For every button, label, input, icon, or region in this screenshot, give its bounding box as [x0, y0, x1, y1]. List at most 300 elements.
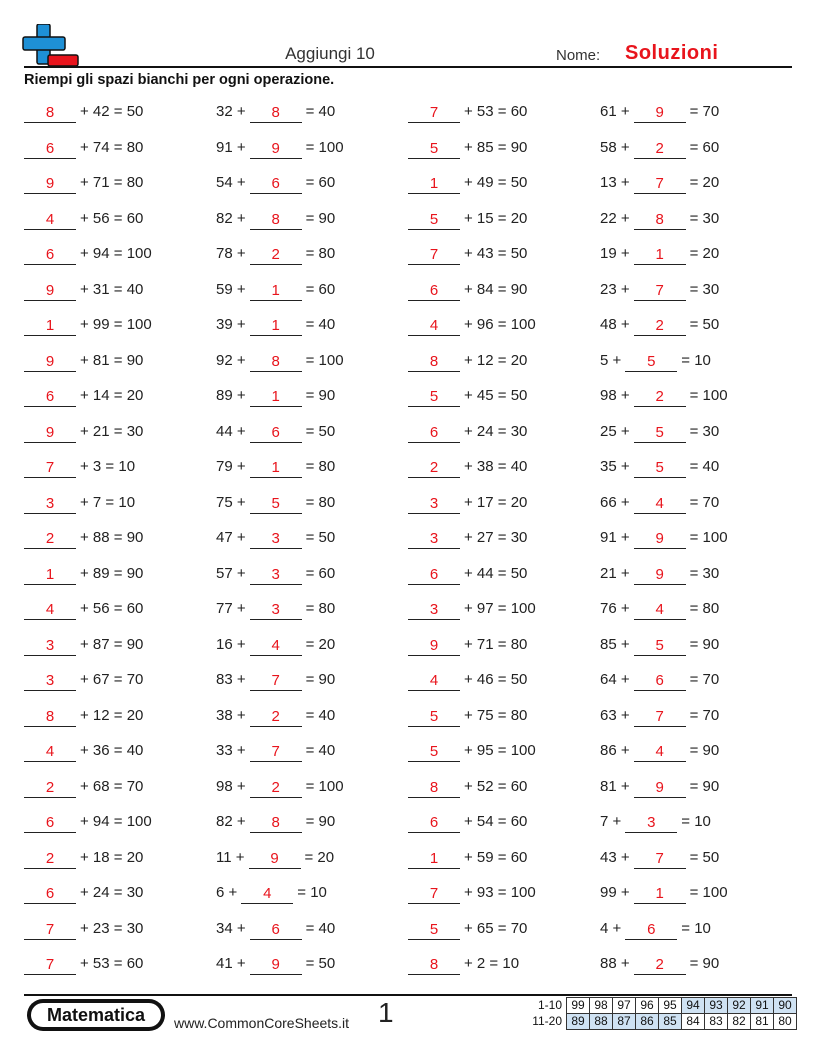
problem-equation: + 67 = 70: [80, 671, 144, 688]
score-key-cell: 84: [682, 1014, 705, 1030]
problem: [24, 137, 143, 159]
problem-addend: 99 +: [600, 884, 630, 901]
problem: [600, 208, 719, 230]
answer-blank[interactable]: 7: [24, 955, 76, 975]
problem-equation: = 40: [305, 742, 336, 759]
answer-blank[interactable]: 7: [634, 281, 686, 301]
answer-blank[interactable]: 3: [250, 565, 302, 585]
answer-blank[interactable]: 9: [634, 565, 686, 585]
problem-equation: = 40: [305, 919, 336, 937]
problem-addend: 4 +: [600, 919, 622, 937]
problem-equation: + 93 = 100: [464, 884, 536, 901]
problem-equation: + 31 = 40: [80, 280, 144, 298]
answer-blank[interactable]: 5: [408, 387, 460, 407]
problem-addend: 47 +: [216, 529, 246, 546]
problem-equation: = 90: [305, 387, 336, 404]
answer-blank[interactable]: 9: [634, 778, 686, 798]
answer-blank[interactable]: 6: [408, 565, 460, 585]
problem-row: [0, 201, 816, 237]
problem-addend: 83 +: [216, 671, 246, 688]
score-key-row: [528, 998, 797, 1014]
problem-addend: 54 +: [216, 174, 246, 191]
score-key-cell: 90: [774, 998, 797, 1014]
answer-blank[interactable]: 3: [250, 529, 302, 549]
answer-blank[interactable]: 1: [250, 316, 302, 336]
score-key-cell: 80: [774, 1014, 797, 1030]
answer-blank[interactable]: 6: [250, 423, 302, 443]
problem-equation: = 100: [689, 387, 728, 404]
problem-addend: 82 +: [216, 209, 246, 227]
problem-equation: + 43 = 50: [464, 245, 528, 262]
problem-row: [0, 414, 816, 450]
problem-equation: = 80: [305, 600, 336, 617]
answer-blank[interactable]: 8: [250, 813, 302, 833]
problem-addend: 98 +: [216, 777, 246, 795]
problem: [216, 527, 335, 549]
problem-equation: + 53 = 60: [80, 955, 144, 972]
answer-blank[interactable]: 1: [250, 387, 302, 407]
score-key-cell: 86: [636, 1014, 659, 1030]
problem-equation: = 60: [305, 280, 336, 298]
problem-addend: 57 +: [216, 564, 246, 582]
site-url: www.CommonCoreSheets.it: [174, 1015, 350, 1031]
score-key-cell: 85: [659, 1014, 682, 1030]
answer-blank[interactable]: 9: [408, 636, 460, 656]
problem-addend: 85 +: [600, 635, 630, 653]
problem-equation: = 90: [689, 742, 720, 759]
problem: [600, 953, 719, 975]
answer-blank[interactable]: 7: [634, 707, 686, 727]
answer-blank[interactable]: 3: [408, 600, 460, 620]
problem-equation: = 70: [689, 706, 720, 724]
problem-equation: = 40: [305, 316, 336, 333]
problem-equation: + 68 = 70: [80, 777, 144, 795]
problem: [24, 101, 143, 123]
problem-addend: 13 +: [600, 174, 630, 191]
answer-blank[interactable]: 7: [634, 849, 686, 869]
problem-equation: = 90: [689, 777, 720, 795]
problem: [408, 172, 527, 194]
answer-blank[interactable]: 6: [24, 245, 76, 265]
problem: [24, 740, 143, 762]
problem-addend: 91 +: [600, 529, 630, 546]
problem-addend: 11 +: [216, 848, 245, 866]
problem: [216, 776, 344, 798]
problem: [408, 385, 527, 407]
answer-blank[interactable]: 2: [24, 849, 76, 869]
problem: [216, 847, 334, 869]
answer-blank[interactable]: 3: [625, 813, 677, 833]
problems-grid: [0, 94, 816, 982]
problem-equation: = 10: [681, 351, 711, 369]
problem-row: [0, 236, 816, 272]
problem-equation: + 85 = 90: [464, 138, 528, 156]
answer-blank[interactable]: 1: [24, 565, 76, 585]
answer-blank[interactable]: 6: [24, 387, 76, 407]
problem-equation: = 70: [689, 103, 720, 120]
problem-row: [0, 911, 816, 947]
answer-blank[interactable]: 1: [408, 849, 460, 869]
answer-blank[interactable]: 7: [634, 174, 686, 194]
problem-equation: = 100: [305, 351, 344, 369]
problem-equation: + 36 = 40: [80, 742, 144, 759]
problem-equation: + 56 = 60: [80, 209, 144, 227]
answer-blank[interactable]: 2: [634, 139, 686, 159]
problem-equation: = 20: [689, 245, 720, 262]
problem-row: [0, 627, 816, 663]
problem: [408, 243, 527, 265]
answer-blank[interactable]: 5: [408, 139, 460, 159]
problem-addend: 61 +: [600, 103, 630, 120]
problem-row: [0, 130, 816, 166]
problem-equation: = 100: [689, 884, 728, 901]
problem: [600, 811, 711, 833]
problem: [216, 634, 335, 656]
problem-equation: = 70: [689, 671, 720, 688]
problem: [600, 669, 719, 691]
problem-equation: = 90: [689, 955, 720, 972]
problem-addend: 98 +: [600, 387, 630, 404]
answer-blank[interactable]: 3: [24, 636, 76, 656]
answer-blank[interactable]: 6: [24, 139, 76, 159]
problem-addend: 58 +: [600, 138, 630, 156]
problem-equation: + 2 = 10: [464, 955, 520, 972]
problem: [600, 314, 719, 336]
answer-blank[interactable]: 4: [408, 671, 460, 691]
answer-blank[interactable]: 7: [250, 742, 302, 762]
problem: [216, 314, 335, 336]
answer-blank[interactable]: 4: [24, 210, 76, 230]
answer-blank[interactable]: 3: [408, 494, 460, 514]
problem-equation: = 30: [689, 280, 720, 298]
answer-blank[interactable]: 4: [24, 742, 76, 762]
problem-equation: = 90: [305, 813, 336, 830]
answer-blank[interactable]: 5: [250, 494, 302, 514]
problem-row: [0, 272, 816, 308]
problem: [216, 492, 335, 514]
score-key-cell: 95: [659, 998, 682, 1014]
problem-addend: 76 +: [600, 600, 630, 617]
answer-blank[interactable]: 6: [24, 813, 76, 833]
answer-blank[interactable]: 5: [625, 352, 677, 372]
answer-blank[interactable]: 5: [408, 920, 460, 940]
problem-row: [0, 343, 816, 379]
problem-equation: = 50: [305, 955, 336, 972]
answer-blank[interactable]: 5: [634, 423, 686, 443]
answer-blank[interactable]: 1: [408, 174, 460, 194]
problem-equation: = 90: [305, 209, 336, 227]
problem: [408, 882, 536, 904]
answer-blank[interactable]: 8: [250, 352, 302, 372]
problem: [600, 882, 728, 904]
problem: [24, 811, 152, 833]
answer-blank[interactable]: 5: [408, 742, 460, 762]
answer-blank[interactable]: 8: [408, 352, 460, 372]
score-key-cell: 83: [705, 1014, 728, 1030]
problem-equation: + 71 = 80: [80, 174, 144, 191]
footer-divider: [24, 994, 792, 996]
problem-equation: + 14 = 20: [80, 387, 144, 404]
answer-blank[interactable]: 9: [24, 352, 76, 372]
answer-blank[interactable]: 6: [250, 174, 302, 194]
problem: [24, 705, 143, 727]
answer-blank[interactable]: 4: [634, 600, 686, 620]
answer-blank[interactable]: 2: [250, 707, 302, 727]
problem-addend: 92 +: [216, 351, 246, 369]
answer-blank[interactable]: 9: [634, 103, 686, 123]
answer-blank[interactable]: 9: [24, 423, 76, 443]
problem-addend: 48 +: [600, 316, 630, 333]
answer-blank[interactable]: 7: [24, 458, 76, 478]
problem: [600, 918, 711, 940]
answer-blank[interactable]: 6: [250, 920, 302, 940]
answer-blank[interactable]: 8: [24, 707, 76, 727]
problem-row: [0, 804, 816, 840]
problem: [24, 456, 135, 478]
problem-equation: = 60: [305, 174, 336, 191]
answer-blank[interactable]: 6: [408, 281, 460, 301]
problem-equation: = 40: [305, 706, 336, 724]
answer-blank[interactable]: 5: [408, 707, 460, 727]
problem: [408, 811, 527, 833]
answer-blank[interactable]: 3: [24, 671, 76, 691]
answer-blank[interactable]: 1: [634, 245, 686, 265]
problem-equation: + 44 = 50: [464, 564, 528, 582]
answer-blank[interactable]: 7: [24, 920, 76, 940]
answer-blank[interactable]: 2: [634, 316, 686, 336]
problem: [216, 811, 335, 833]
answer-blank[interactable]: 9: [250, 139, 302, 159]
problem-equation: + 96 = 100: [464, 316, 536, 333]
problem: [24, 527, 143, 549]
answer-blank[interactable]: 2: [24, 778, 76, 798]
problem-addend: 23 +: [600, 280, 630, 298]
problem-addend: 81 +: [600, 777, 630, 795]
problem: [216, 705, 335, 727]
problem: [600, 101, 719, 123]
answer-blank[interactable]: 8: [24, 103, 76, 123]
problem-equation: + 17 = 20: [464, 493, 528, 511]
problem-addend: 16 +: [216, 635, 246, 653]
problem: [24, 208, 143, 230]
problem: [600, 776, 719, 798]
answer-blank[interactable]: 8: [250, 103, 302, 123]
problem: [24, 847, 143, 869]
problem: [24, 492, 135, 514]
problem-row: [0, 94, 816, 130]
answer-blank[interactable]: 4: [24, 600, 76, 620]
problem: [408, 634, 527, 656]
answer-blank[interactable]: 8: [250, 210, 302, 230]
answer-blank[interactable]: 1: [250, 281, 302, 301]
answer-blank[interactable]: 4: [250, 636, 302, 656]
answer-blank[interactable]: 6: [634, 671, 686, 691]
answer-blank[interactable]: 5: [634, 636, 686, 656]
problem-addend: 22 +: [600, 209, 630, 227]
problem-equation: + 75 = 80: [464, 706, 528, 724]
problem: [216, 598, 335, 620]
problem-equation: + 94 = 100: [80, 245, 152, 262]
problem-equation: = 80: [305, 245, 336, 262]
problem-addend: 7 +: [600, 813, 622, 830]
problem-equation: + 94 = 100: [80, 813, 152, 830]
answer-blank[interactable]: 8: [408, 778, 460, 798]
problem-row: [0, 485, 816, 521]
problem-equation: + 12 = 20: [80, 706, 144, 724]
problem-equation: + 49 = 50: [464, 174, 528, 191]
problem: [216, 172, 335, 194]
answer-blank[interactable]: 7: [250, 671, 302, 691]
answer-blank[interactable]: 2: [250, 778, 302, 798]
problem-equation: + 38 = 40: [464, 458, 528, 475]
problem-addend: 63 +: [600, 706, 630, 724]
problem: [408, 137, 527, 159]
problem-row: [0, 769, 816, 805]
problem-addend: 41 +: [216, 955, 246, 972]
problem-equation: + 65 = 70: [464, 919, 528, 937]
answer-blank[interactable]: 5: [408, 210, 460, 230]
problem: [216, 740, 335, 762]
problem: [408, 918, 527, 940]
problem: [216, 456, 335, 478]
score-key-range-label: 1-10: [537, 998, 562, 1012]
problem-equation: + 46 = 50: [464, 671, 528, 688]
answer-blank[interactable]: 5: [634, 458, 686, 478]
answer-blank[interactable]: 1: [24, 316, 76, 336]
problem-equation: = 50: [305, 422, 336, 440]
problem-addend: 25 +: [600, 422, 630, 440]
problem-equation: = 30: [689, 564, 720, 582]
problem-equation: + 27 = 30: [464, 529, 528, 546]
answer-blank[interactable]: 4: [241, 884, 293, 904]
answer-blank[interactable]: 2: [250, 245, 302, 265]
answer-blank[interactable]: 3: [408, 529, 460, 549]
problem-equation: + 3 = 10: [80, 458, 136, 475]
problem: [216, 350, 344, 372]
answer-blank[interactable]: 8: [408, 955, 460, 975]
answer-blank[interactable]: 6: [24, 884, 76, 904]
problem-equation: = 20: [305, 635, 336, 653]
answer-blank[interactable]: 9: [24, 174, 76, 194]
answer-blank[interactable]: 7: [408, 884, 460, 904]
answer-blank[interactable]: 9: [250, 955, 302, 975]
answer-blank[interactable]: 1: [250, 458, 302, 478]
problem: [216, 137, 344, 159]
problem-equation: + 24 = 30: [464, 422, 528, 440]
problem-equation: + 12 = 20: [464, 351, 528, 369]
problem: [24, 314, 152, 336]
problem: [408, 598, 536, 620]
problem-equation: = 20: [689, 174, 720, 191]
problem-row: [0, 698, 816, 734]
problem-equation: = 80: [305, 493, 336, 511]
problem-equation: = 40: [689, 458, 720, 475]
problem: [408, 421, 527, 443]
problem-equation: = 50: [689, 316, 720, 333]
answer-blank[interactable]: 4: [634, 494, 686, 514]
problem-addend: 86 +: [600, 742, 630, 759]
answer-blank[interactable]: 3: [24, 494, 76, 514]
problem-addend: 77 +: [216, 600, 246, 617]
page-number: 1: [378, 997, 394, 1028]
brand-badge: [27, 999, 165, 1031]
plus-minus-logo-icon: [22, 24, 80, 68]
problem: [24, 350, 143, 372]
problem-equation: = 30: [689, 422, 720, 440]
problem-row: [0, 378, 816, 414]
answer-blank[interactable]: 2: [634, 955, 686, 975]
problem-row: [0, 733, 816, 769]
answer-blank[interactable]: 1: [634, 884, 686, 904]
problem-equation: + 84 = 90: [464, 280, 528, 298]
answer-blank[interactable]: 9: [634, 529, 686, 549]
problem-equation: = 100: [689, 529, 728, 546]
problem-equation: + 53 = 60: [464, 103, 528, 120]
score-key-cell: 82: [728, 1014, 751, 1030]
problem-equation: + 23 = 30: [80, 919, 144, 937]
problem: [24, 279, 143, 301]
score-key-cell: 92: [728, 998, 751, 1014]
answer-blank[interactable]: 2: [408, 458, 460, 478]
answer-blank[interactable]: 6: [408, 423, 460, 443]
problem-equation: + 7 = 10: [80, 493, 136, 511]
problem-addend: 66 +: [600, 493, 630, 511]
answer-blank[interactable]: 9: [24, 281, 76, 301]
problem: [216, 101, 335, 123]
problem-equation: + 54 = 60: [464, 813, 528, 830]
answer-blank[interactable]: 9: [249, 849, 301, 869]
problem-equation: + 71 = 80: [464, 635, 528, 653]
problem-equation: + 42 = 50: [80, 103, 144, 120]
answer-blank[interactable]: 6: [625, 920, 677, 940]
answer-blank[interactable]: 2: [634, 387, 686, 407]
problem-addend: 35 +: [600, 458, 630, 475]
answer-blank[interactable]: 4: [408, 316, 460, 336]
problem-row: [0, 449, 816, 485]
problem-addend: 5 +: [600, 351, 622, 369]
problem-equation: = 40: [305, 103, 336, 120]
problem-equation: = 10: [681, 813, 711, 830]
problem: [408, 953, 519, 975]
answer-blank[interactable]: 3: [250, 600, 302, 620]
answer-blank[interactable]: 6: [408, 813, 460, 833]
problem: [600, 527, 728, 549]
problem-equation: + 52 = 60: [464, 777, 528, 795]
answer-blank[interactable]: 2: [24, 529, 76, 549]
problem: [216, 421, 335, 443]
problem-equation: = 70: [689, 493, 720, 511]
score-key-range-label: 11-20: [532, 1014, 562, 1028]
problem: [600, 137, 719, 159]
answer-blank[interactable]: 7: [408, 245, 460, 265]
problem: [408, 776, 527, 798]
problem-addend: 82 +: [216, 813, 246, 830]
score-key-cell: 98: [590, 998, 613, 1014]
score-key-cell: 89: [567, 1014, 590, 1030]
problem-equation: = 80: [305, 458, 336, 475]
answer-blank[interactable]: 4: [634, 742, 686, 762]
answer-blank[interactable]: 7: [408, 103, 460, 123]
problem-addend: 21 +: [600, 564, 630, 582]
problem-addend: 32 +: [216, 103, 246, 120]
answer-blank[interactable]: 8: [634, 210, 686, 230]
problem-addend: 79 +: [216, 458, 246, 475]
problem: [408, 847, 527, 869]
problem-equation: = 10: [297, 884, 327, 901]
score-key-cell: 81: [751, 1014, 774, 1030]
problem-addend: 44 +: [216, 422, 246, 440]
problem: [24, 385, 143, 407]
